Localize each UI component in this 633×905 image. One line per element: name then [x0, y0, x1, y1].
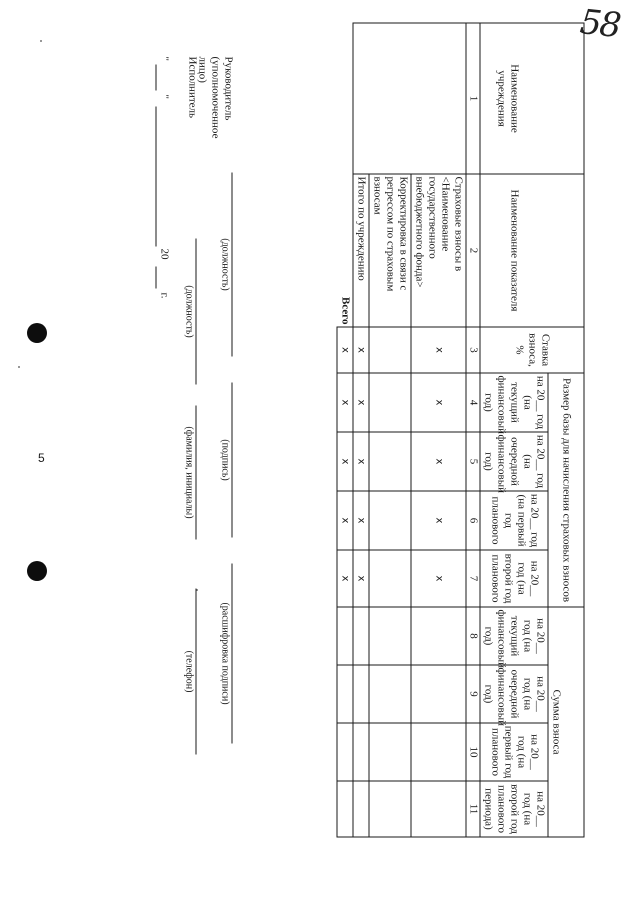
cell-empty [337, 665, 353, 723]
cell-empty [353, 723, 369, 781]
date-year-line [156, 266, 157, 288]
header-base-group: Размер базы для начисления страховых взносов [548, 373, 584, 607]
date-day-line [156, 64, 157, 90]
cell-mark: x [353, 550, 369, 607]
col-number: 2 [466, 174, 480, 327]
table-row-grand-total [337, 23, 353, 837]
head-label: Руководитель (уполномоченное лицо) [196, 56, 235, 138]
cell-mark: x [411, 550, 466, 607]
cell-mark: x [337, 373, 353, 432]
handwritten-page-number: 58 [577, 2, 621, 46]
scan-speck [40, 40, 42, 42]
cell-empty [369, 665, 411, 723]
cell-empty [411, 665, 466, 723]
cell-empty [411, 781, 466, 837]
cell-empty [353, 665, 369, 723]
head-decoding-caption: (расшифровка подписи) [219, 601, 231, 705]
institution-name-cell [353, 23, 466, 174]
head-position-caption: (должность) [219, 237, 231, 291]
date-year-prefix: 20 [158, 248, 171, 259]
col-number: 7 [466, 550, 480, 607]
executor-position-line [196, 238, 197, 384]
header-sum-col: на 20__ год (на второй год планового периода) [480, 781, 548, 837]
table-row-insurance [411, 23, 466, 837]
header-institution: Наименование учреждения [480, 23, 584, 174]
header-base-col: на 20__ год (на первый год планового [480, 491, 548, 550]
cell-mark: x [353, 491, 369, 550]
row-label-correction: Корректировка в связи с регрессом по страховым взносам [369, 174, 411, 327]
col-number: 11 [466, 781, 480, 837]
col-number: 10 [466, 723, 480, 781]
date-quote-open: " [158, 56, 171, 61]
head-signature-line [232, 382, 233, 537]
date-quote-close: " [158, 94, 171, 99]
cell-empty [337, 781, 353, 837]
cell-mark: x [411, 373, 466, 432]
col-number: 1 [466, 23, 480, 174]
header-rate: Ставка взноса, % [480, 327, 584, 373]
executor-label: Исполнитель [186, 56, 199, 118]
cell-mark: x [411, 432, 466, 491]
punch-hole-top [27, 323, 47, 343]
page-marker: 5 [38, 451, 45, 465]
col-number: 5 [466, 432, 480, 491]
executor-name-line [196, 405, 197, 539]
header-sum-col: на 20__ год (на текущий финансовый год) [480, 607, 548, 665]
row-label-insurance: Страховые взносы в <Наименование государственного внебюджетного фонда> [411, 174, 466, 327]
cell-mark: x [353, 373, 369, 432]
header-base-col: на 20__ год (на второй год планового [480, 550, 548, 607]
cell-mark: x [337, 550, 353, 607]
date-year-suffix: г. [158, 292, 171, 299]
header-sum-col: на 20__ год (на первый год планового [480, 723, 548, 781]
date-month-line [156, 106, 157, 246]
cell-empty [353, 607, 369, 665]
cell-mark: x [353, 327, 369, 373]
cell-empty [411, 607, 466, 665]
col-number: 9 [466, 665, 480, 723]
executor-name-caption: (фамилия, инициалы) [183, 425, 195, 519]
cell-empty [337, 723, 353, 781]
premium-calculation-table [337, 22, 585, 837]
executor-phone-caption: (телефон) [183, 650, 195, 692]
header-base-col: на 20__ год (на текущий финансовый год) [480, 373, 548, 432]
scan-speck [18, 366, 20, 368]
cell-mark: x [411, 491, 466, 550]
cell-mark: x [353, 432, 369, 491]
header-base-col: на 20__ год (на очередной финансовый год) [480, 432, 548, 491]
cell-mark: x [337, 327, 353, 373]
header-indicator: Наименование показателя [480, 174, 584, 327]
header-sum-col: на 20__ год (на очередной финансовый год) [480, 665, 548, 723]
cell-empty [337, 607, 353, 665]
cell-empty [369, 550, 411, 607]
row-label-total-institution: Итого по учреждению [353, 174, 369, 327]
head-position-line [232, 172, 233, 356]
cell-empty [369, 723, 411, 781]
row-label-grand-total: Всего [339, 296, 352, 324]
head-decoding-line [232, 563, 233, 743]
header-sum-group: Сумма взноса [548, 607, 584, 837]
col-number: 4 [466, 373, 480, 432]
cell-mark: x [337, 491, 353, 550]
punch-hole-bottom [27, 561, 47, 581]
cell-mark: x [337, 432, 353, 491]
col-number: 6 [466, 491, 480, 550]
head-signature-caption: (подпись) [219, 438, 231, 481]
cell-empty [369, 432, 411, 491]
executor-position-caption: (должность) [183, 284, 195, 338]
col-number: 8 [466, 607, 480, 665]
cell-mark: x [411, 327, 466, 373]
cell-empty [369, 327, 411, 373]
executor-phone-line [196, 588, 197, 754]
col-number: 3 [466, 327, 480, 373]
cell-empty [369, 491, 411, 550]
cell-empty [369, 607, 411, 665]
cell-empty [369, 781, 411, 837]
rotated-form [150, 22, 585, 868]
cell-empty [369, 373, 411, 432]
cell-empty [353, 781, 369, 837]
cell-empty [411, 723, 466, 781]
